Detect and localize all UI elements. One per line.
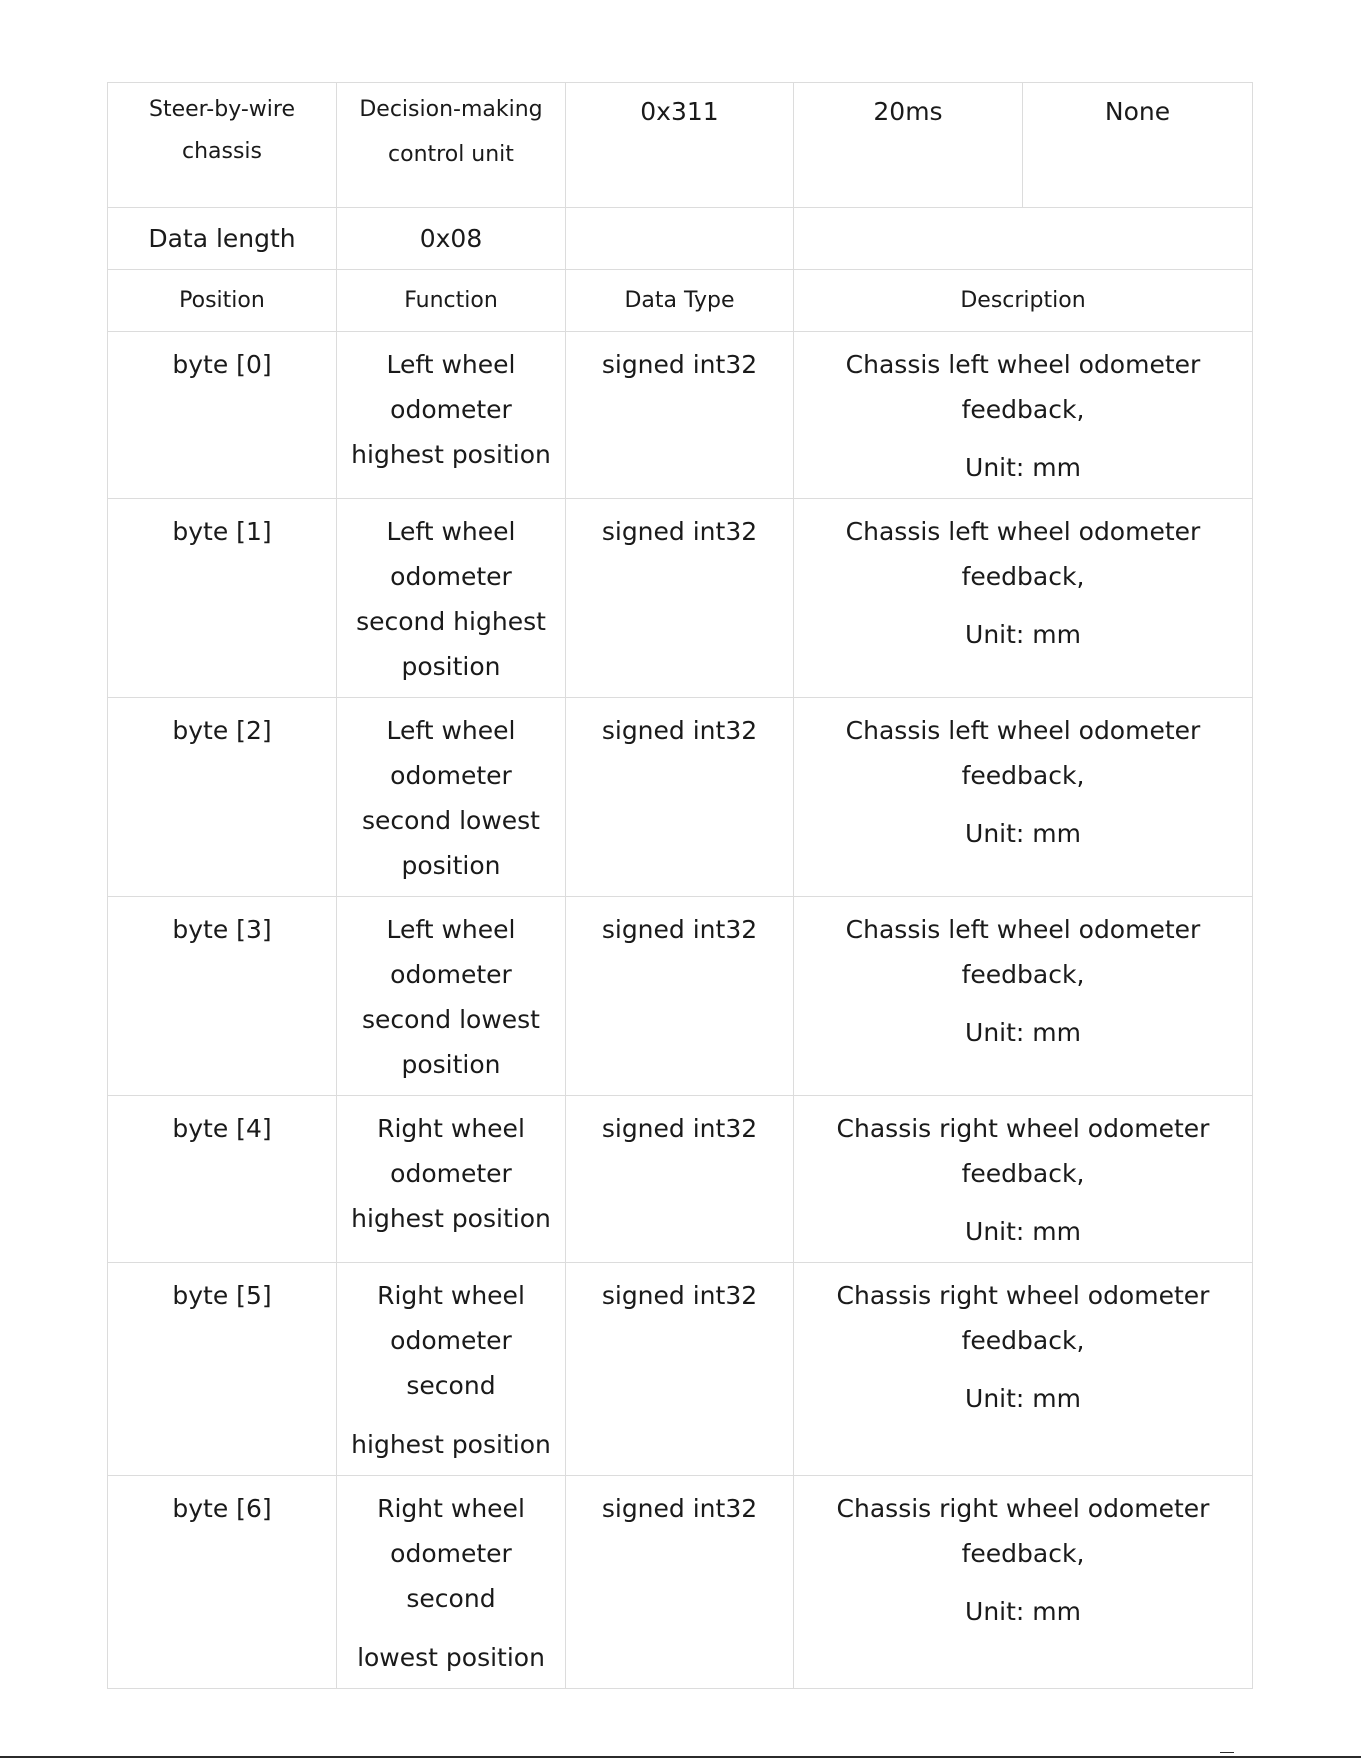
target-cell: Decision-making control unit <box>337 83 566 208</box>
table-row <box>108 1263 1253 1476</box>
page-corner-mark <box>1220 1752 1234 1753</box>
data-length-row <box>108 208 1253 270</box>
col-header-position: Position <box>108 270 337 332</box>
data-length-value: 0x08 <box>337 208 566 270</box>
period-cell: 20ms <box>794 83 1023 208</box>
description-cell: Chassis left wheel odometer feedback, Unit: mm <box>794 698 1253 897</box>
data-type-cell: signed int32 <box>566 1096 794 1263</box>
table-row <box>108 698 1253 897</box>
position-cell: byte [5] <box>108 1263 337 1476</box>
data-type-cell: signed int32 <box>566 332 794 499</box>
document-page <box>107 82 1252 1689</box>
page-bottom-rule <box>0 1756 1361 1758</box>
empty-cell-wide <box>794 208 1253 270</box>
position-cell: byte [6] <box>108 1476 337 1689</box>
table-row <box>108 499 1253 698</box>
data-type-cell: signed int32 <box>566 1263 794 1476</box>
description-cell: Chassis left wheel odometer feedback, Unit: mm <box>794 332 1253 499</box>
data-type-cell: signed int32 <box>566 897 794 1096</box>
table-row <box>108 1476 1253 1689</box>
data-type-cell: signed int32 <box>566 1476 794 1689</box>
position-cell: byte [2] <box>108 698 337 897</box>
description-cell: Chassis right wheel odometer feedback, Unit: mm <box>794 1263 1253 1476</box>
function-cell: Right wheel odometer second highest position <box>337 1263 566 1476</box>
col-header-description: Description <box>794 270 1253 332</box>
function-cell: Right wheel odometer highest position <box>337 1096 566 1263</box>
function-cell: Right wheel odometer second lowest position <box>337 1476 566 1689</box>
col-header-function: Function <box>337 270 566 332</box>
description-cell: Chassis left wheel odometer feedback, Unit: mm <box>794 499 1253 698</box>
data-length-label: Data length <box>108 208 337 270</box>
table-row <box>108 897 1253 1096</box>
description-cell: Chassis right wheel odometer feedback, Unit: mm <box>794 1096 1253 1263</box>
position-cell: byte [3] <box>108 897 337 1096</box>
extra-cell: None <box>1023 83 1253 208</box>
function-cell: Left wheel odometer second highest position <box>337 499 566 698</box>
position-cell: byte [0] <box>108 332 337 499</box>
position-cell: byte [1] <box>108 499 337 698</box>
data-type-cell: signed int32 <box>566 698 794 897</box>
data-type-cell: signed int32 <box>566 499 794 698</box>
table-row <box>108 332 1253 499</box>
position-cell: byte [4] <box>108 1096 337 1263</box>
description-cell: Chassis right wheel odometer feedback, Unit: mm <box>794 1476 1253 1689</box>
message-header-row <box>108 83 1253 208</box>
empty-cell <box>566 208 794 270</box>
description-cell: Chassis left wheel odometer feedback, Unit: mm <box>794 897 1253 1096</box>
function-cell: Left wheel odometer second lowest position <box>337 698 566 897</box>
table-row <box>108 1096 1253 1263</box>
function-cell: Left wheel odometer second lowest position <box>337 897 566 1096</box>
col-header-data-type: Data Type <box>566 270 794 332</box>
column-header-row <box>108 270 1253 332</box>
function-cell: Left wheel odometer highest position <box>337 332 566 499</box>
message-id-cell: 0x311 <box>566 83 794 208</box>
can-message-table <box>107 82 1253 1689</box>
source-cell: Steer-by-wire chassis <box>108 83 337 208</box>
